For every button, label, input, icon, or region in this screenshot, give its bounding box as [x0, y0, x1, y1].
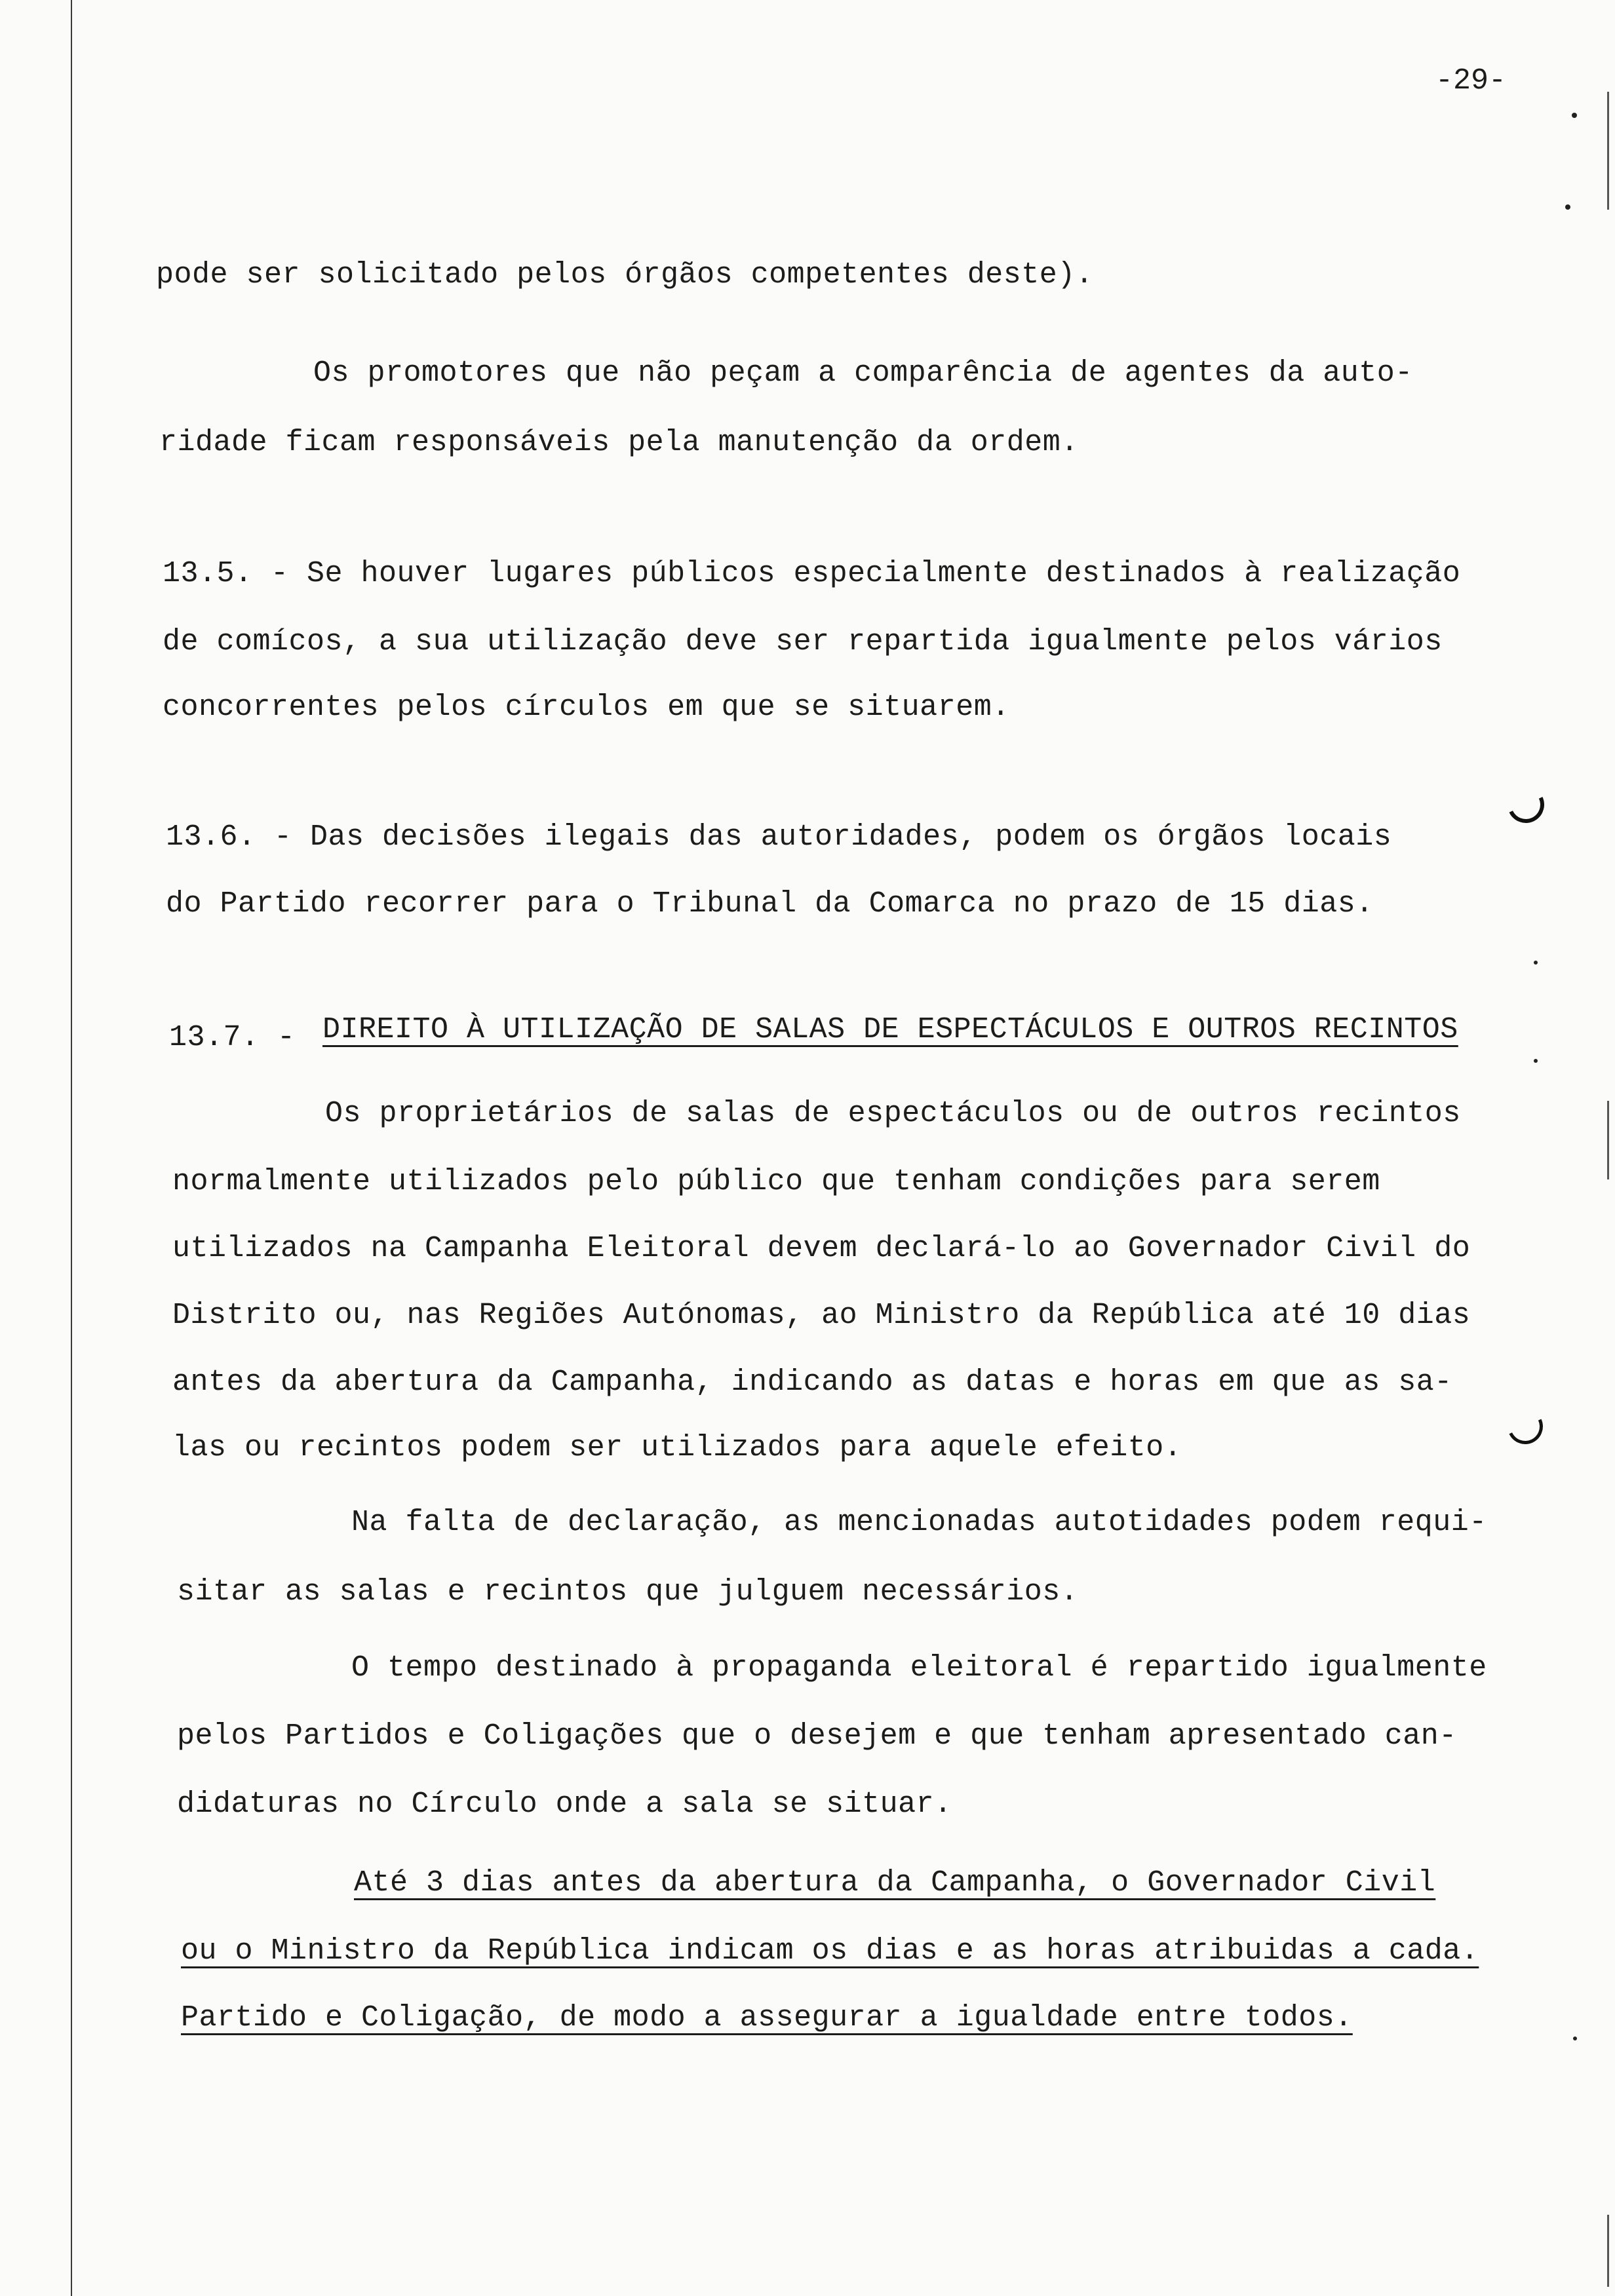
text-line: de comícos, a sua utilização deve ser repartida igualmente pelos vários [163, 625, 1443, 659]
text-line: utilizados na Campanha Eleitoral devem declará-lo ao Governador Civil do [172, 1232, 1471, 1265]
text-line: Os proprietários de salas de espectáculos ou de outros recintos [325, 1097, 1461, 1130]
text-line: pode ser solicitado pelos órgãos competentes deste). [156, 258, 1094, 292]
text-line: Os promotores que não peçam a comparência de agentes da auto- [313, 356, 1413, 390]
punch-hole-mark [1502, 1404, 1547, 1449]
text-line: didaturas no Círculo onde a sala se situar. [177, 1788, 952, 1821]
left-margin-rule [71, 0, 72, 2296]
right-edge-mark [1607, 1101, 1609, 1179]
text-line: Na falta de declaração, as mencionadas autotidades podem requi- [351, 1506, 1487, 1539]
text-line: las ou recintos podem ser utilizados para aquele efeito. [172, 1431, 1182, 1464]
speck [1565, 204, 1570, 210]
speck [1534, 961, 1538, 965]
text-line: sitar as salas e recintos que julguem necessários. [177, 1575, 1079, 1609]
text-line: Distrito ou, nas Regiões Autónomas, ao Ministro da República até 10 dias [172, 1299, 1471, 1332]
speck [1534, 1059, 1538, 1063]
text-line: 13.5. - Se houver lugares públicos especialmente destinados à realização [163, 557, 1461, 590]
page-number: -29- [1435, 64, 1507, 98]
text-line: antes da abertura da Campanha, indicando as datas e horas em que as sa- [172, 1366, 1452, 1399]
text-line: normalmente utilizados pelo público que tenham condições para serem [172, 1165, 1380, 1198]
text-line: do Partido recorrer para o Tribunal da Comarca no prazo de 15 dias. [166, 887, 1374, 921]
speck [1573, 2037, 1577, 2040]
text-line: concorrentes pelos círculos em que se situarem. [163, 691, 1010, 724]
underlined-text-line: Partido e Coligação, de modo a assegurar a igualdade entre todos. [181, 2001, 1353, 2035]
right-edge-mark [1607, 2215, 1609, 2287]
text-line: O tempo destinado à propaganda eleitoral é repartido igualmente [351, 1651, 1487, 1685]
text-line: ridade ficam responsáveis pela manutenção da ordem. [159, 426, 1079, 459]
punch-hole-mark [1502, 781, 1549, 828]
section-heading: DIREITO À UTILIZAÇÃO DE SALAS DE ESPECTÁCULOS E OUTROS RECINTOS [322, 1013, 1458, 1046]
underlined-text-line: Até 3 dias antes da abertura da Campanha, o Governador Civil [354, 1866, 1436, 1900]
speck [1572, 113, 1577, 118]
underlined-text-line: ou o Ministro da República indicam os dias e as horas atribuidas a cada. [181, 1934, 1479, 1968]
text-line: pelos Partidos e Coligações que o desejem e que tenham apresentado can- [177, 1719, 1457, 1753]
section-number: 13.7. - [169, 1021, 314, 1054]
right-edge-mark [1607, 92, 1609, 210]
text-line: 13.6. - Das decisões ilegais das autoridades, podem os órgãos locais [166, 820, 1392, 854]
